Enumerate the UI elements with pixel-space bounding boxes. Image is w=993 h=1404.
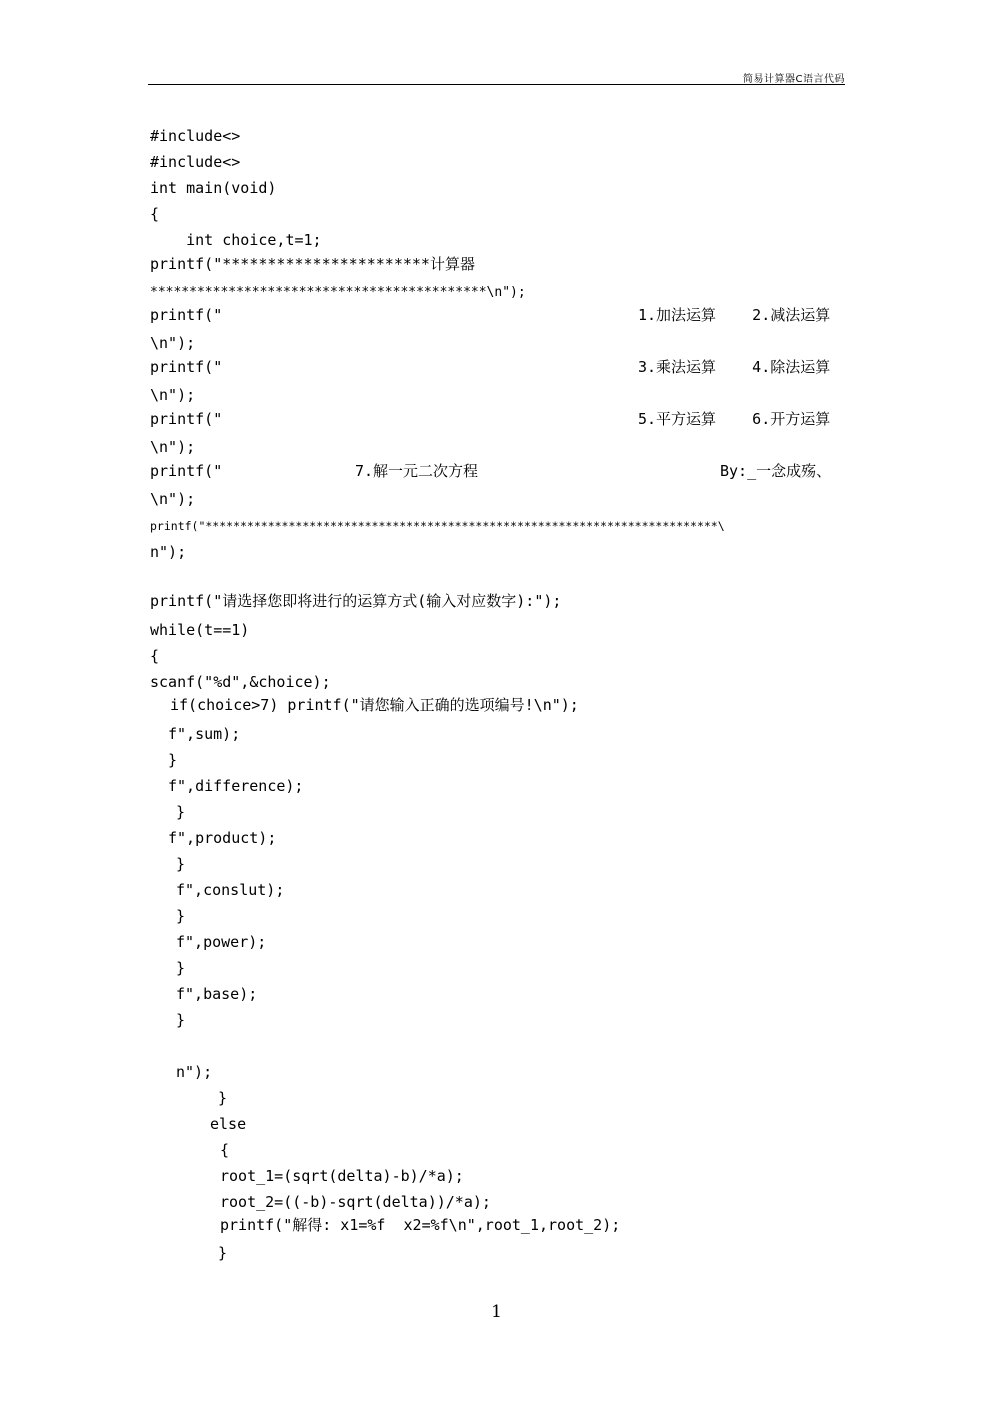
code-line: scanf("%d",&choice); bbox=[150, 673, 331, 691]
code-line: printf("***********************计算器 bbox=[150, 255, 475, 273]
code-line: if(choice>7) printf("请您输入正确的选项编号!\n"); bbox=[170, 696, 579, 714]
code-line: printf(" bbox=[150, 306, 223, 324]
code-line: } bbox=[176, 803, 186, 821]
page-number: 1 bbox=[491, 1302, 502, 1322]
code-line: \n"); bbox=[150, 334, 196, 352]
code-line: } bbox=[176, 1011, 186, 1029]
code-line: { bbox=[150, 647, 160, 665]
code-line: printf(" bbox=[150, 410, 223, 428]
code-line: printf("**************************************************************************\ bbox=[150, 519, 725, 533]
code-line: printf(" bbox=[150, 358, 223, 376]
code-line: #include<> bbox=[150, 127, 241, 145]
menu-options: 5.平方运算 6.开方运算 bbox=[638, 410, 831, 428]
code-line: #include<> bbox=[150, 153, 241, 171]
code-line: else bbox=[210, 1115, 247, 1133]
code-line: } bbox=[176, 907, 186, 925]
code-line: f",difference); bbox=[168, 777, 304, 795]
header-rule bbox=[148, 84, 845, 85]
code-line: int main(void) bbox=[150, 179, 277, 197]
code-line: } bbox=[218, 1089, 228, 1107]
code-line: { bbox=[220, 1141, 230, 1159]
code-line: printf("解得: x1=%f x2=%f\n",root_1,root_2); bbox=[220, 1216, 621, 1234]
menu-options: 7.解一元二次方程 bbox=[355, 462, 479, 480]
code-line: \n"); bbox=[150, 386, 196, 404]
code-line: } bbox=[176, 959, 186, 977]
code-line: } bbox=[218, 1244, 228, 1262]
code-line: { bbox=[150, 205, 160, 223]
menu-options: 3.乘法运算 4.除法运算 bbox=[638, 358, 831, 376]
code-line: printf(" bbox=[150, 462, 223, 480]
code-line: } bbox=[176, 855, 186, 873]
code-line: root_1=(sqrt(delta)-b)/*a); bbox=[220, 1167, 464, 1185]
code-line: int choice,t=1; bbox=[150, 231, 322, 249]
code-line: } bbox=[168, 751, 178, 769]
code-line: f",conslut); bbox=[176, 881, 285, 899]
author-credit: By:_一念成殇、 bbox=[720, 462, 832, 480]
code-line: while(t==1) bbox=[150, 621, 250, 639]
menu-options: 1.加法运算 2.减法运算 bbox=[638, 306, 831, 324]
code-line: f",power); bbox=[176, 933, 267, 951]
code-line: n"); bbox=[176, 1063, 213, 1081]
code-line: n"); bbox=[150, 543, 187, 561]
code-line: root_2=((-b)-sqrt(delta))/*a); bbox=[220, 1193, 491, 1211]
code-line: f",base); bbox=[176, 985, 258, 1003]
code-line: \n"); bbox=[150, 490, 196, 508]
running-header: 简易计算器C语言代码 bbox=[743, 74, 845, 85]
code-line: f",sum); bbox=[168, 725, 241, 743]
code-line: printf("请选择您即将进行的运算方式(输入对应数字):"); bbox=[150, 592, 562, 610]
code-line: f",product); bbox=[168, 829, 277, 847]
code-line: *******************************************\n"); bbox=[150, 285, 526, 300]
code-line: \n"); bbox=[150, 438, 196, 456]
